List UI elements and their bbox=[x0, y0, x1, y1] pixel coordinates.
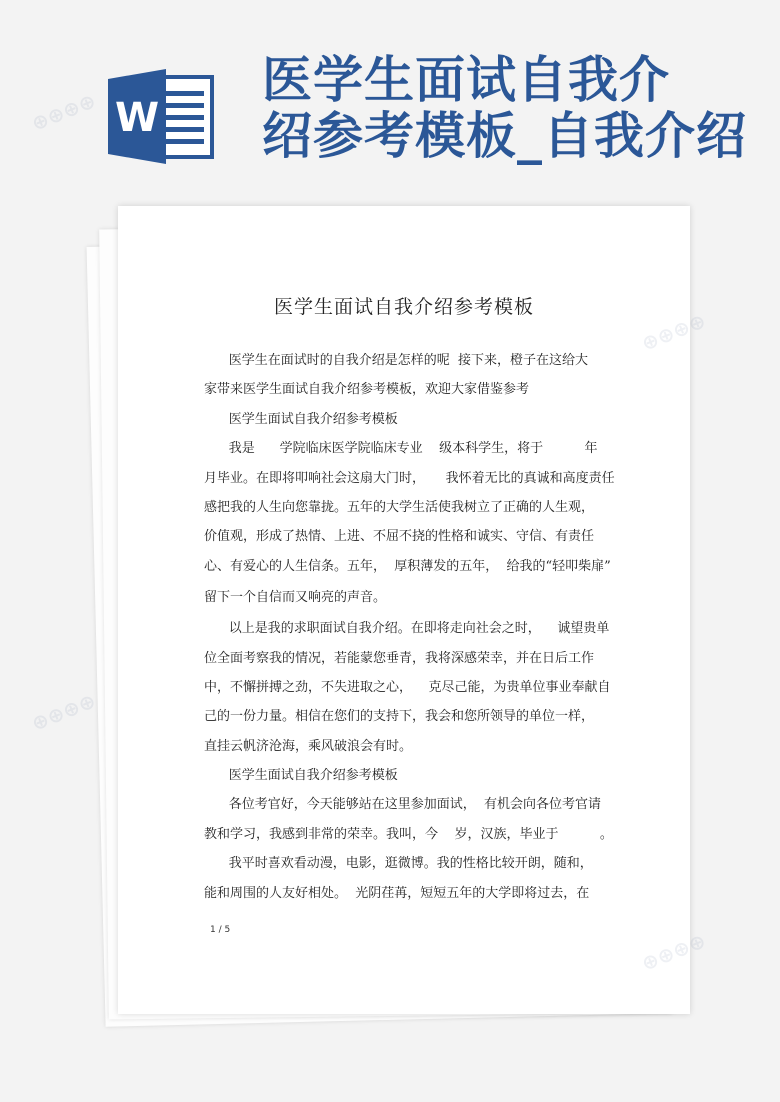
text-line: 各位考官好，今天能够站在这里参加面试， 有机会向各位考官请 bbox=[204, 797, 602, 813]
banner-title-line-1: 医学生面试自我介 bbox=[262, 51, 670, 109]
text-line: 己的一份力量。相信在您们的支持下，我会和您所领导的单位一样， bbox=[204, 709, 595, 725]
document-page bbox=[118, 206, 690, 1014]
text-line: 感把我的人生向您靠拢。五年的大学生活使我树立了正确的人生观， bbox=[204, 499, 595, 515]
text-line: 我是 学院临床医学院临床专业 级本科学生，将于 年 bbox=[204, 441, 598, 457]
text-line: 价值观，形成了热情、上进、不屈不挠的性格和诚实、守信、有责任 bbox=[204, 529, 595, 545]
text-line: 以上是我的求职面试自我介绍。在即将走向社会之时， 诚望贵单 bbox=[204, 621, 610, 637]
banner-title bbox=[262, 52, 762, 164]
banner-title-line-2: 绍参考模板_自我介绍 bbox=[262, 107, 747, 165]
page-number: 1 / 5 bbox=[210, 925, 231, 935]
document-title: 医学生面试自我介绍参考模板 bbox=[273, 296, 534, 318]
text-line: 直挂云帆济沧海，乘风破浪会有时。 bbox=[204, 738, 413, 754]
text-line: 我平时喜欢看动漫，电影，逛微博。我的性格比较开朗，随和， bbox=[204, 856, 593, 872]
text-line: 位全面考察我的情况，若能蒙您垂青，我将深感荣幸，并在日后工作 bbox=[204, 650, 595, 666]
text-line: 心、有爱心的人生信条。五年， 厚积薄发的五年， 给我的“轻叩柴扉” bbox=[204, 558, 611, 574]
text-line: 医学生在面试时的自我介绍是怎样的呢 接下来，橙子在这给大 bbox=[204, 353, 589, 368]
text-line: 医学生面试自我介绍参考模板 bbox=[204, 411, 398, 427]
text-line: 月毕业。在即将叩响社会这扇大门时， 我怀着无比的真诚和高度责任 bbox=[204, 470, 615, 486]
watermark-mark: ⊕⊕⊕⊕ bbox=[27, 88, 100, 136]
text-line: 家带来医学生面试自我介绍参考模板，欢迎大家借鉴参考 bbox=[204, 382, 530, 398]
text-line: 医学生面试自我介绍参考模板 bbox=[204, 768, 398, 784]
watermark-mark: ⊕⊕⊕⊕ bbox=[27, 688, 100, 736]
text-line: 能和周围的人友好相处。 光阴荏苒，短短五年的大学即将过去，在 bbox=[204, 885, 590, 901]
document-body bbox=[204, 346, 614, 908]
word-document-icon bbox=[108, 69, 216, 164]
text-line: 留下一个自信而又响亮的声音。 bbox=[204, 590, 387, 606]
text-line: 中，不懈拼搏之劲，不失进取之心， 克尽己能，为贵单位事业奉献自 bbox=[204, 679, 611, 695]
text-line: 教和学习，我感到非常的荣幸。我叫，今 岁，汉族，毕业于 。 bbox=[204, 826, 613, 842]
svg-text:W: W bbox=[114, 95, 160, 141]
banner-header bbox=[0, 0, 780, 200]
